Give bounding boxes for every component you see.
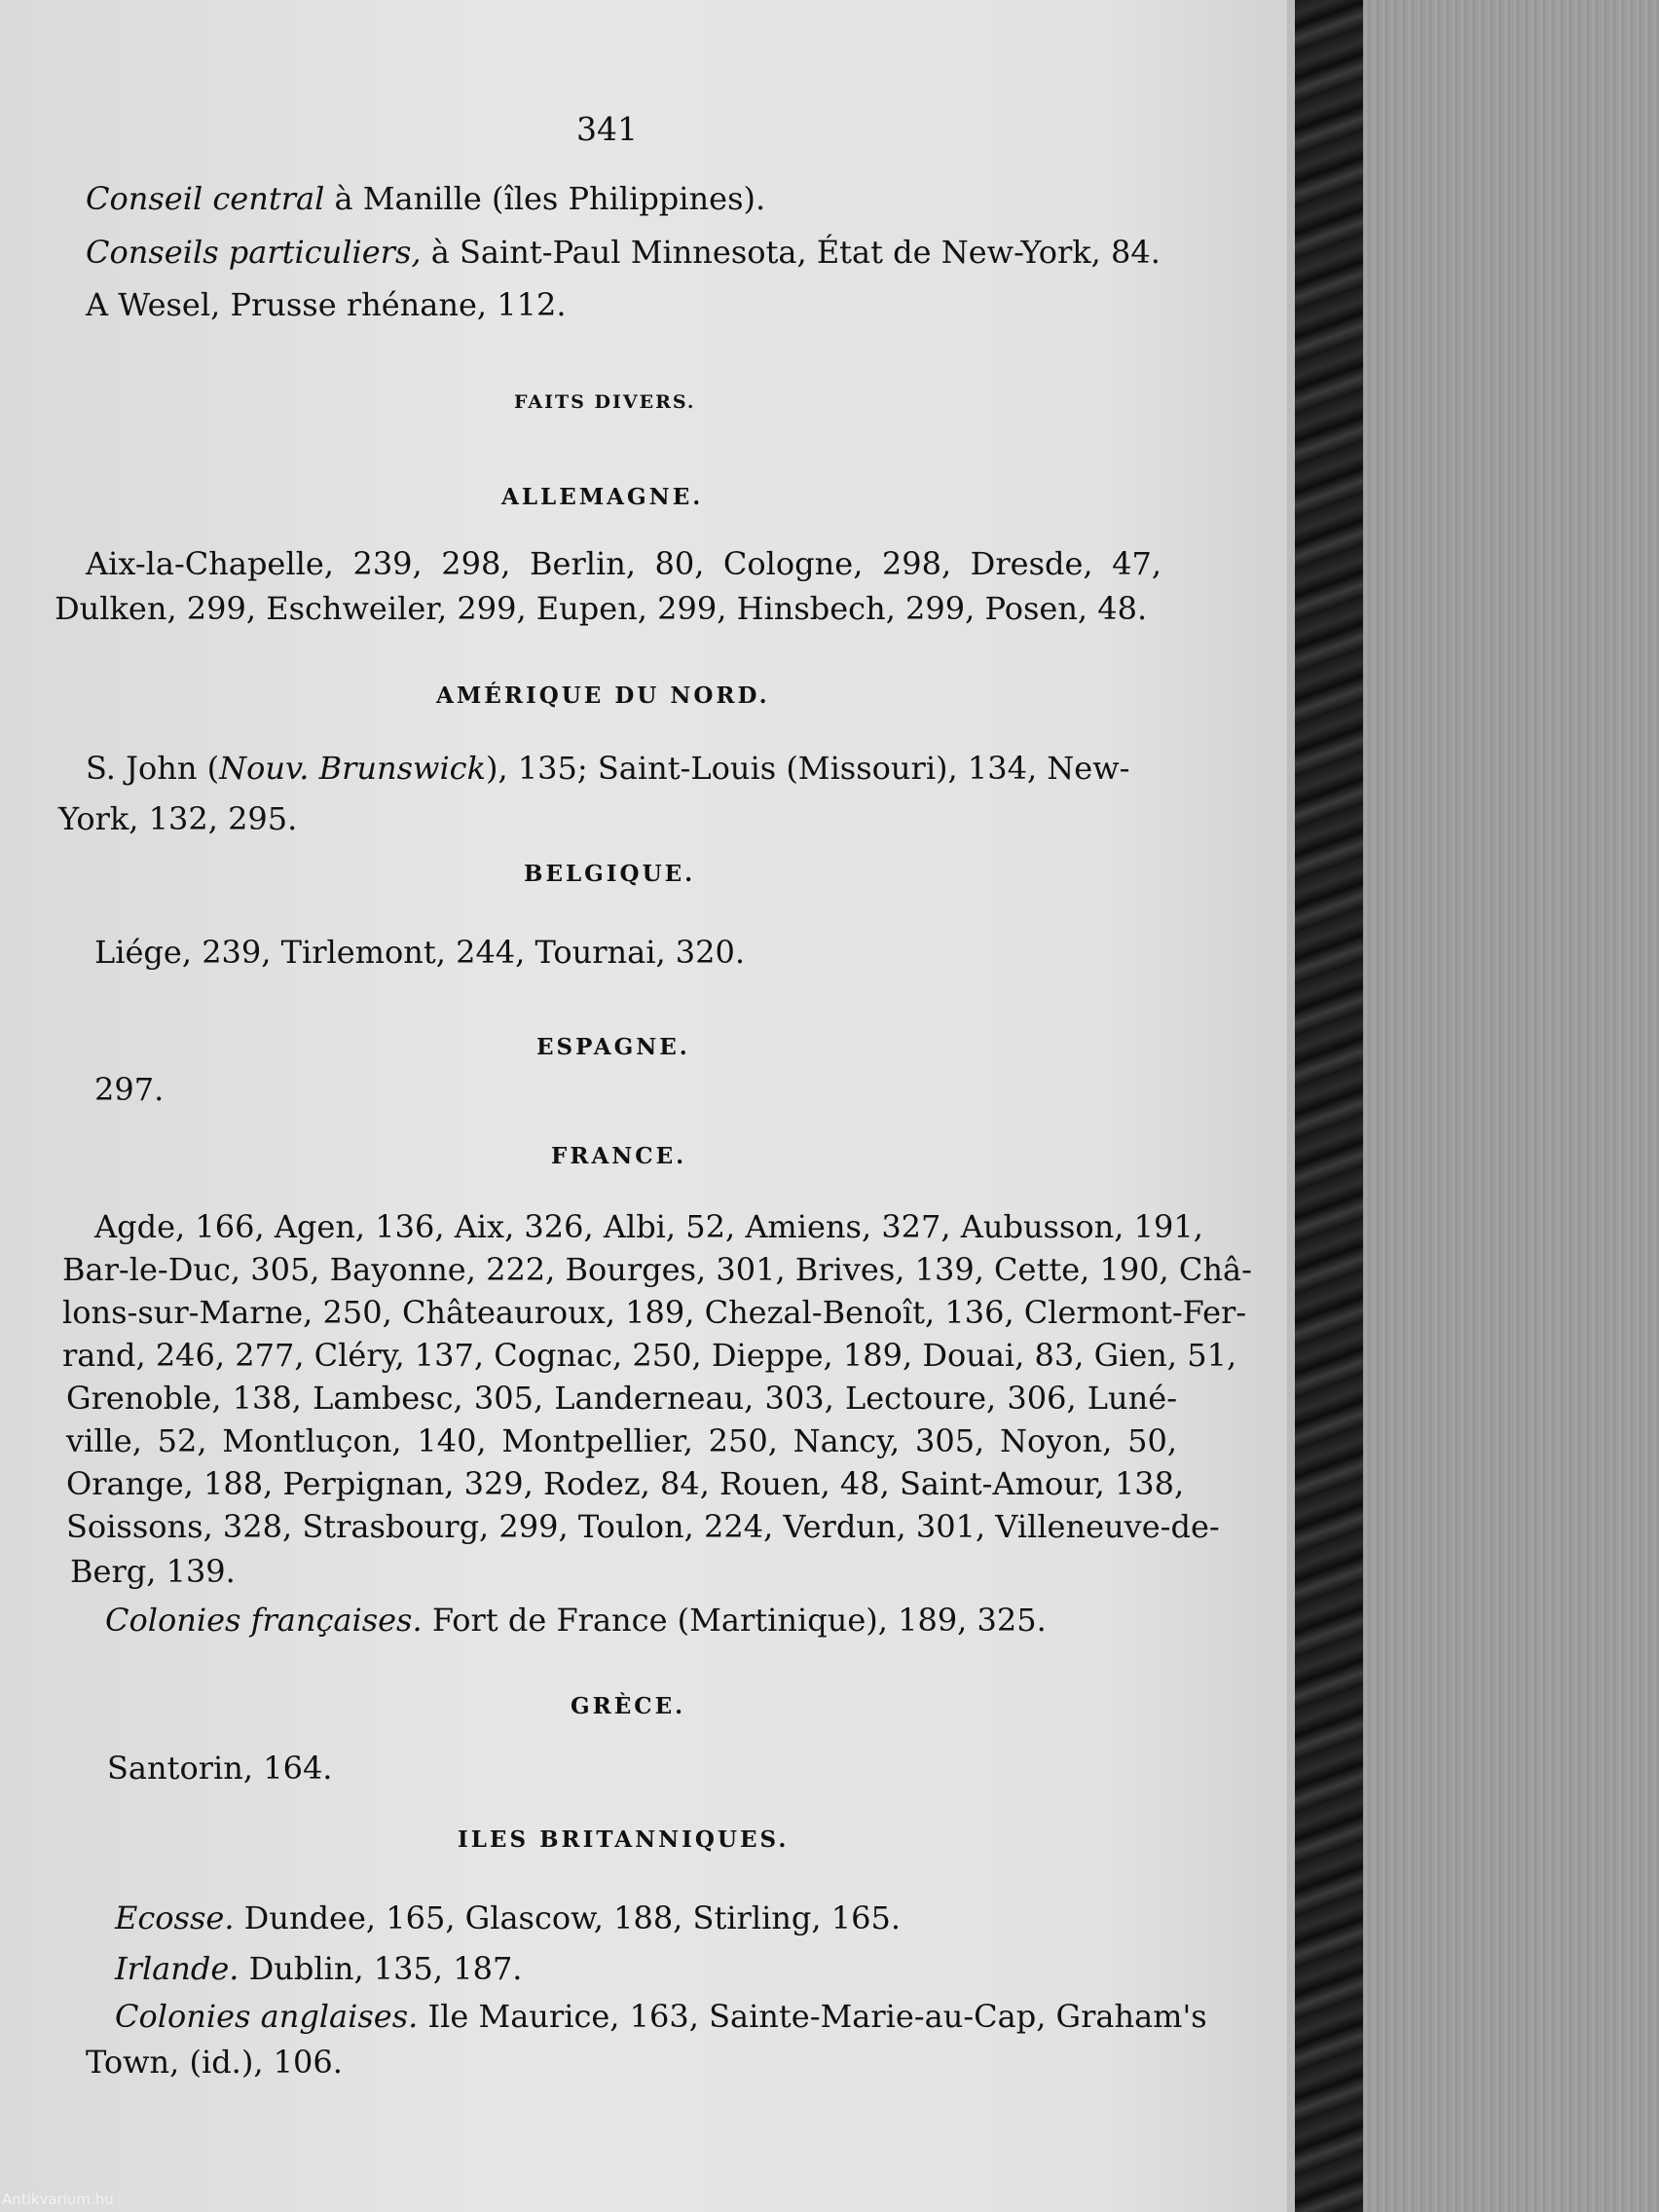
france-colonies-label: Colonies françaises. xyxy=(105,1602,423,1639)
iles-colonies-text: Ile Maurice, 163, Sainte-Marie-au-Cap, Graham's xyxy=(427,1998,1207,2035)
france-colonies-text: Fort de France (Martinique), 189, 325. xyxy=(431,1602,1047,1639)
irlande-text: Dublin, 135, 187. xyxy=(248,1950,523,1987)
france-line: Soissons, 328, Strasbourg, 299, Toulon, 224, Verdun, 301, Villeneuve-de- xyxy=(66,1508,1220,1545)
intro-text-1: à Manille (îles Philippines). xyxy=(334,180,766,217)
book-spine-gutter xyxy=(1295,0,1363,2212)
france-line: Orange, 188, Perpignan, 329, Rodez, 84, Rouen, 48, Saint-Amour, 138, xyxy=(66,1465,1185,1502)
intro-label-2: Conseils particuliers, xyxy=(86,234,422,271)
france-line: rand, 246, 277, Cléry, 137, Cognac, 250, Dieppe, 189, Douai, 83, Gien, 51, xyxy=(62,1337,1237,1374)
allemagne-line: Aix-la-Chapelle, 239, 298, Berlin, 80, Cologne, 298, Dresde, 47, xyxy=(86,545,1161,582)
intro-line-2 xyxy=(86,234,1161,271)
allemagne-line: Dulken, 299, Eschweiler, 299, Eupen, 299, Hinsbech, 299, Posen, 48. xyxy=(55,590,1148,627)
amerique-italic: Nouv. Brunswick xyxy=(219,750,486,787)
irlande-label: Irlande. xyxy=(115,1950,240,1987)
intro-text-2: à Saint-Paul Minnesota, État de New-York, 84. xyxy=(430,234,1161,271)
section-heading-belgique: BELGIQUE. xyxy=(524,861,696,887)
background-board xyxy=(1363,0,1659,2212)
section-heading-allemagne: ALLEMAGNE. xyxy=(501,484,704,510)
iles-colonies-line xyxy=(115,1998,1207,2035)
section-heading-france: FRANCE. xyxy=(551,1143,687,1169)
section-heading-faits-divers: FAITS DIVERS. xyxy=(514,391,696,413)
intro-label-1: Conseil central xyxy=(86,180,325,217)
ecosse-line xyxy=(115,1899,901,1936)
page-number: 341 xyxy=(576,110,638,148)
france-line: Bar-le-Duc, 305, Bayonne, 222, Bourges, 301, Brives, 139, Cette, 190, Châ- xyxy=(62,1251,1252,1288)
intro-line-1 xyxy=(86,180,766,217)
section-heading-iles-britanniques: ILES BRITANNIQUES. xyxy=(458,1826,790,1853)
france-line: ville, 52, Montluçon, 140, Montpellier, 250, Nancy, 305, Noyon, 50, xyxy=(66,1422,1177,1459)
iles-colonies-line-2: Town, (id.), 106. xyxy=(86,2044,343,2081)
intro-line-3: A Wesel, Prusse rhénane, 112. xyxy=(86,286,567,323)
amerique-text-b: ), 135; Saint-Louis (Missouri), 134, New- xyxy=(485,750,1130,787)
ecosse-label: Ecosse. xyxy=(115,1899,235,1936)
iles-colonies-label: Colonies anglaises. xyxy=(115,1998,419,2035)
france-line: Berg, 139. xyxy=(70,1553,236,1590)
france-colonies-line xyxy=(105,1602,1047,1639)
amerique-line-2: York, 132, 295. xyxy=(58,800,298,837)
section-heading-espagne: ESPAGNE. xyxy=(536,1034,690,1060)
france-line: lons-sur-Marne, 250, Châteauroux, 189, Chezal-Benoît, 136, Clermont-Fer- xyxy=(62,1294,1247,1331)
section-heading-amerique-du-nord: AMÉRIQUE DU NORD. xyxy=(436,682,770,709)
section-heading-grece: GRÈCE. xyxy=(571,1693,686,1719)
amerique-line-1 xyxy=(86,750,1130,787)
belgique-text: Liége, 239, Tirlemont, 244, Tournai, 320. xyxy=(94,934,746,971)
espagne-text: 297. xyxy=(94,1071,165,1108)
amerique-text-a: S. John ( xyxy=(86,750,220,787)
watermark: Antikvarium.hu xyxy=(2,2191,114,2208)
france-line: Grenoble, 138, Lambesc, 305, Landerneau, 303, Lectoure, 306, Luné- xyxy=(66,1380,1177,1417)
france-line: Agde, 166, Agen, 136, Aix, 326, Albi, 52, Amiens, 327, Aubusson, 191, xyxy=(94,1208,1203,1245)
grece-text: Santorin, 164. xyxy=(107,1750,333,1787)
irlande-line xyxy=(115,1950,523,1987)
ecosse-text: Dundee, 165, Glascow, 188, Stirling, 165. xyxy=(243,1899,901,1936)
